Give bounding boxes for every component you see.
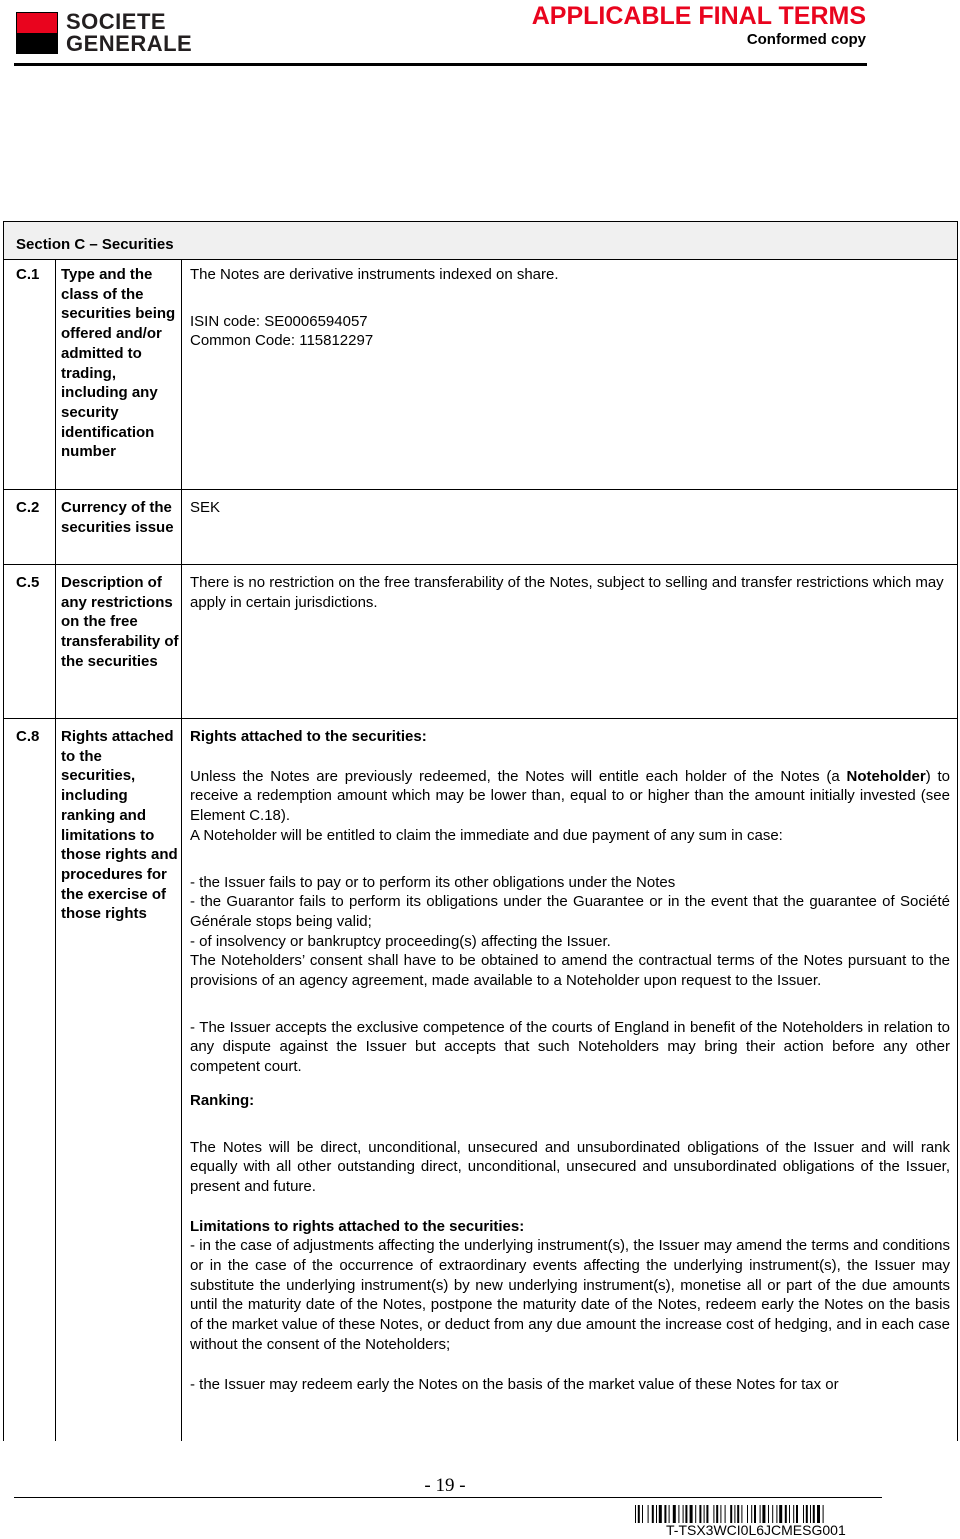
barcode-bar bbox=[768, 1505, 769, 1523]
barcode-bar bbox=[734, 1505, 735, 1523]
societe-generale-logo bbox=[16, 9, 231, 56]
column-divider bbox=[181, 260, 182, 1441]
barcode-bar bbox=[751, 1505, 752, 1523]
barcode-bar bbox=[823, 1505, 824, 1523]
barcode-bar bbox=[762, 1505, 765, 1523]
barcode-bar bbox=[664, 1505, 666, 1523]
logo-line-2: GENERALE bbox=[66, 31, 193, 56]
section-heading-row bbox=[4, 222, 957, 260]
barcode-bar bbox=[810, 1505, 811, 1523]
barcode-bar bbox=[779, 1505, 782, 1523]
row-divider bbox=[3, 489, 958, 490]
element-content-c5 bbox=[190, 573, 950, 612]
barcode-icon bbox=[635, 1505, 900, 1523]
barcode-bar bbox=[796, 1505, 798, 1523]
document-title: APPLICABLE FINAL TERMS bbox=[531, 2, 866, 30]
row-divider bbox=[3, 718, 958, 719]
barcode-bar bbox=[706, 1505, 708, 1523]
text-run: ) to receive a redemption amount which may be lower than, equal to or higher than the amount initially invested (see Element C.18). bbox=[190, 767, 950, 825]
limitations-heading: Limitations to rights attached to the securities: bbox=[190, 1217, 525, 1235]
barcode-bar bbox=[638, 1505, 640, 1523]
column-divider bbox=[55, 260, 56, 1441]
barcode-bar bbox=[772, 1505, 773, 1523]
element-code-c5: C.5 bbox=[16, 574, 40, 591]
element-label-c1: Type and the class of the securities being offered and/or admitted to trading, including any security identification number bbox=[61, 266, 176, 461]
barcode-bar bbox=[648, 1505, 649, 1523]
content-paragraph: - The Issuer accepts the exclusive competence of the courts of England in benefit of the Noteholders in relation to any dispute against the Issuer but accepts that such Noteholders may bring their action before any other competent court. bbox=[190, 1018, 950, 1076]
page-number: - 19 - bbox=[424, 1475, 466, 1496]
logo-line-1: SOCIETE bbox=[66, 9, 167, 34]
barcode-bar bbox=[678, 1505, 679, 1523]
logo-wordmark bbox=[66, 11, 192, 55]
barcode-bar bbox=[659, 1505, 662, 1523]
barcode-bar bbox=[635, 1505, 636, 1523]
barcode-bar bbox=[725, 1505, 726, 1523]
barcode-bar bbox=[656, 1505, 657, 1523]
content-paragraph bbox=[190, 767, 950, 826]
barcode-bar bbox=[754, 1505, 756, 1523]
list-item: - the Guarantor fails to perform its obligations under the Guarantee or in the event that the guarantee of Société Générale stops being valid; bbox=[190, 893, 950, 930]
row-divider bbox=[3, 564, 958, 565]
header-rule bbox=[14, 63, 867, 66]
element-label-c8: Rights attached to the securities, including ranking and limitations to those rights and procedures for the exercise of those rights bbox=[61, 728, 178, 923]
content-paragraph: The Notes are derivative instruments indexed on share. bbox=[190, 266, 559, 283]
barcode-bar bbox=[806, 1505, 808, 1523]
content-paragraph: - in the case of adjustments affecting the underlying instrument(s), the Issuer may amend the terms and conditions or in the case of the occurrence of extraordinary events affecting the underlying instrument(s), the Issuer may substitute the underlying instrument(s) by new underlying instrument(s), monetise all or part of the due amounts until the maturity date of the Notes, postpone the maturity date of the Notes, redeem early the Notes on the basis of the market value of these Notes, or deduct from any due amount the increase cost of hedging, and in each case without the consent of the Noteholders; bbox=[190, 1237, 950, 1353]
list-item: - the Issuer fails to pay or to perform its other obligations under the Notes bbox=[190, 873, 676, 891]
barcode-bar bbox=[813, 1505, 815, 1523]
barcode-bar bbox=[669, 1505, 670, 1523]
text-run: Unless the Notes are previously redeemed, the Notes will entitle each holder of the Notes (a bbox=[190, 767, 847, 785]
content-paragraph: The Noteholders’ consent shall have to be obtained to amend the contractual terms of the Notes pursuant to the provisions of an agency agreement, made available to a Noteholder upon request to the Issuer. bbox=[190, 952, 950, 990]
element-code-c1: C.1 bbox=[16, 266, 40, 283]
rights-heading: Rights attached to the securities: bbox=[190, 728, 427, 745]
element-code-c2: C.2 bbox=[16, 499, 40, 516]
element-content-c2 bbox=[190, 498, 950, 518]
defined-term: Noteholder bbox=[846, 767, 926, 785]
element-code-c8: C.8 bbox=[16, 728, 40, 745]
logo-mark-icon bbox=[16, 12, 58, 54]
barcode-bar bbox=[793, 1505, 794, 1523]
footer-rule bbox=[14, 1497, 882, 1498]
barcode-bar bbox=[803, 1505, 804, 1523]
barcode-bar bbox=[695, 1505, 696, 1523]
barcode-bar bbox=[690, 1505, 693, 1523]
element-label-c5: Description of any restrictions on the free transferability of the securities bbox=[61, 574, 179, 670]
barcode-bar bbox=[789, 1505, 790, 1523]
ranking-heading: Ranking: bbox=[190, 1091, 255, 1109]
barcode-bar bbox=[741, 1505, 742, 1523]
barcode-bar bbox=[737, 1505, 739, 1523]
barcode-bar bbox=[785, 1505, 787, 1523]
barcode-bar bbox=[776, 1505, 777, 1523]
barcode-bar bbox=[760, 1505, 761, 1523]
barcode-bar bbox=[730, 1505, 732, 1523]
element-content-c8 bbox=[190, 727, 950, 1394]
isin-code: ISIN code: SE0006594057 bbox=[190, 312, 368, 330]
content-paragraph: There is no restriction on the free transferability of the Notes, subject to selling and transfer restrictions which may apply in certain jurisdictions. bbox=[190, 574, 944, 611]
barcode-bar bbox=[704, 1505, 705, 1523]
barcode-bar bbox=[747, 1505, 748, 1523]
barcode-bar bbox=[642, 1505, 643, 1523]
barcode-bar bbox=[817, 1505, 820, 1523]
barcode-bar bbox=[716, 1505, 718, 1523]
barcode-bar bbox=[699, 1505, 701, 1523]
document-subtitle: Conformed copy bbox=[746, 31, 866, 48]
barcode-bar bbox=[683, 1505, 684, 1523]
element-label-c2: Currency of the securities issue bbox=[61, 499, 174, 536]
content-paragraph: A Noteholder will be entitled to claim the immediate and due payment of any sum in case: bbox=[190, 826, 783, 844]
barcode-bar bbox=[673, 1505, 676, 1523]
barcode-bar bbox=[652, 1505, 654, 1523]
common-code: Common Code: 115812297 bbox=[190, 332, 374, 350]
currency-value: SEK bbox=[190, 499, 221, 516]
list-item: - of insolvency or bankruptcy proceeding(s) affecting the Issuer. bbox=[190, 932, 611, 950]
barcode-bar bbox=[685, 1505, 687, 1523]
content-paragraph: - the Issuer may redeem early the Notes on the basis of the market value of these Notes for tax or bbox=[190, 1375, 839, 1393]
barcode-text: T-TSX3WCI0L6JCMESG001 bbox=[666, 1522, 846, 1538]
barcode-bar bbox=[713, 1505, 714, 1523]
section-heading: Section C – Securities bbox=[16, 236, 174, 253]
element-content-c1 bbox=[190, 265, 950, 351]
content-paragraph: The Notes will be direct, unconditional, unsecured and unsubordinated obligations of the Issuer and will rank equally with all other outstanding direct, unconditional, unsecured and unsubordinated obligations of the Issuer, present and future. bbox=[190, 1138, 950, 1195]
barcode-bar bbox=[720, 1505, 721, 1523]
